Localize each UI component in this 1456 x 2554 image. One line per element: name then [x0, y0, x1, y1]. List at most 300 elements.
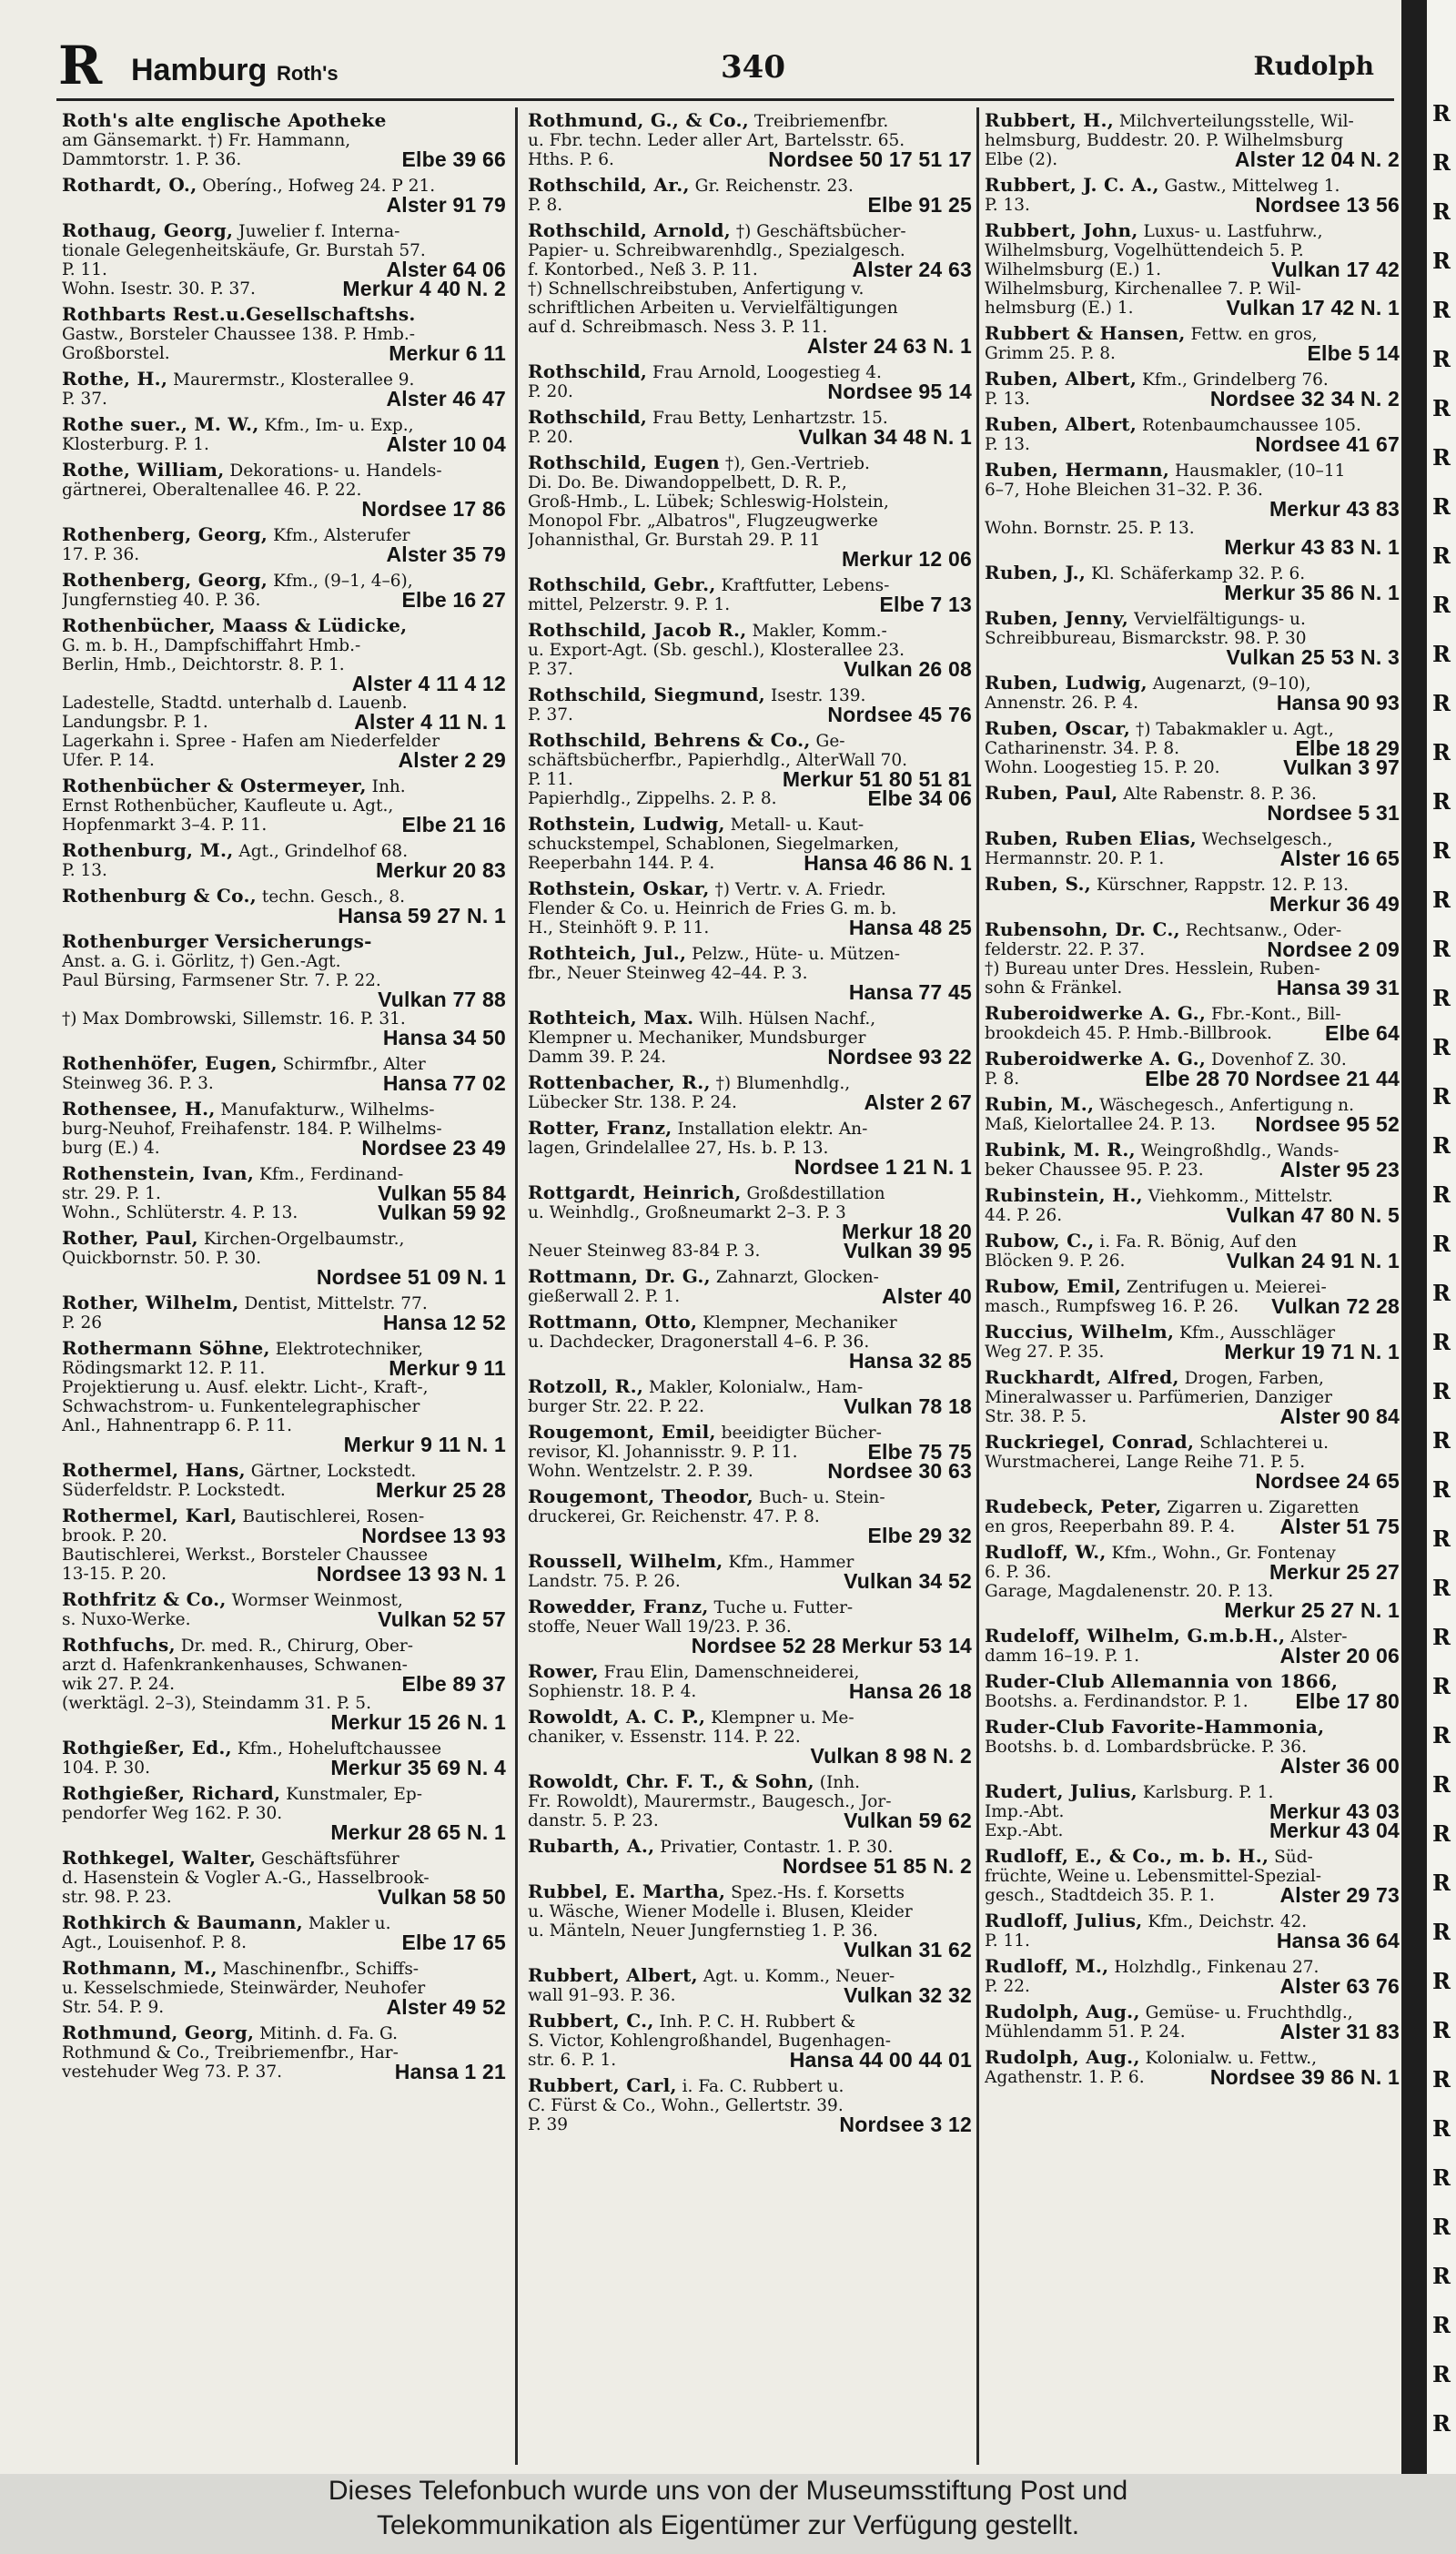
sliver-letter: R	[1432, 2263, 1451, 2289]
phone-number: Vulkan 8 98 N. 2	[810, 1747, 972, 1766]
entry-line	[62, 370, 506, 390]
entry-line	[528, 1242, 972, 1261]
subscriber-name: Rubbert, C.,	[528, 2012, 654, 2032]
directory-entry	[985, 1957, 1400, 2002]
entry-line	[528, 1617, 972, 1637]
directory-entry	[62, 1164, 506, 1229]
subscriber-name: Rower,	[528, 1662, 599, 1682]
entry-line	[528, 1158, 972, 1177]
subscriber-name: Rudloff, Julius,	[985, 1911, 1143, 1931]
entry-text: Landstr. 75. P. 26.	[528, 1572, 681, 1591]
entry-text: Kirchen-Orgelbaumstr.,	[197, 1230, 405, 1249]
entry-line	[62, 1293, 506, 1313]
directory-entry	[528, 621, 972, 685]
phone-number: Alster 31 83	[1279, 2022, 1400, 2042]
entry-text: Wilhelmsburg, Kirchenallee 7. P. Wil-	[985, 279, 1301, 299]
subscriber-name: Rothfuchs,	[62, 1636, 176, 1656]
entry-text: Kfm., Ausschläger	[1174, 1323, 1336, 1343]
entry-line	[985, 1433, 1400, 1453]
subscriber-name: Rothenberg, Georg,	[62, 525, 268, 545]
entry-text: tionale Gelegenheitskäufe, Gr. Burstah 57.	[62, 241, 426, 260]
entry-text: P. 37.	[62, 390, 107, 409]
entry-line	[528, 131, 972, 150]
phone-number: Nordsee 2 09	[1267, 940, 1400, 959]
entry-line	[62, 390, 506, 409]
entry-text: Treibriemenfbr.	[749, 112, 889, 131]
sliver-letter: R	[1432, 149, 1451, 176]
entry-text: Kfm., Hammer	[723, 1553, 854, 1572]
phone-number: Nordsee 17 86	[361, 500, 506, 519]
sliver-letter: R	[1432, 1329, 1451, 1355]
entry-line	[985, 1004, 1400, 1024]
sliver-letter: R	[1432, 985, 1451, 1011]
entry-line	[985, 2022, 1400, 2042]
entry-line	[528, 408, 972, 428]
entry-text: Süderfeldstr. P. Lockstedt.	[62, 1481, 286, 1500]
phone-number: Nordsee 1 21 N. 1	[794, 1158, 972, 1177]
phone-number: Alster 36 00	[1279, 1757, 1400, 1776]
phone-number: Alster 2 67	[864, 1093, 972, 1112]
entry-line	[528, 983, 972, 1002]
entry-text: u. Fbr. techn. Leder aller Art, Bartelsstr. 65.	[528, 131, 905, 150]
entry-line	[985, 1024, 1400, 1043]
sliver-letter: R	[1432, 592, 1451, 618]
entry-text: Privatier, Contastr. 1. P. 30.	[654, 1838, 894, 1857]
entry-text: Monopol Fbr. „Albatros", Flugzeugwerke	[528, 512, 878, 531]
sliver-letter: R	[1432, 1476, 1451, 1503]
entry-text: Mühlendamm 51. P. 24.	[985, 2022, 1186, 2042]
sliver-letter: R	[1432, 887, 1451, 913]
phone-number: Nordsee 51 09 N. 1	[316, 1268, 506, 1287]
entry-line	[62, 1998, 506, 2017]
sliver-letter: R	[1432, 2312, 1451, 2338]
entry-text: Projektierung u. Ausf. elektr. Licht-, Kraft-,	[62, 1378, 429, 1397]
directory-entry	[528, 1423, 972, 1487]
entry-text: Mineralwasser u. Parfümerien, Danziger	[985, 1388, 1332, 1407]
entry-text: beker Chaussee 95. P. 23.	[985, 1160, 1204, 1180]
entry-text: Süd-	[1269, 1848, 1313, 1867]
directory-entry	[985, 2048, 1400, 2093]
entry-line	[62, 1184, 506, 1203]
entry-text: Frau Elin, Damenschneiderei,	[598, 1663, 860, 1682]
phone-number: Hansa 1 21	[394, 2062, 506, 2082]
entry-text: P. 13.	[62, 861, 107, 880]
entry-line	[528, 1267, 972, 1287]
entry-line	[62, 325, 506, 344]
entry-line	[528, 2096, 972, 2115]
entry-text: †) Blumenhdlg.,	[710, 1074, 851, 1093]
subscriber-name: Rothgießer, Richard,	[62, 1784, 281, 1804]
entry-text: Johannisthal, Gr. Burstah 29. P. 11	[528, 531, 821, 550]
directory-entry	[62, 1784, 506, 1849]
entry-text: Großdestillation	[741, 1184, 885, 1203]
entry-text: wall 91–93. P. 36.	[528, 1986, 676, 2005]
entry-text: Wohn., Schlüterstr. 4. P. 13.	[62, 1203, 298, 1222]
subscriber-name: Rothkirch & Baumann,	[62, 1913, 304, 1933]
directory-entry	[985, 176, 1400, 221]
entry-line	[62, 1481, 506, 1500]
entry-text: u. Export-Agt. (Sb. geschl.), Klosterallee 23.	[528, 641, 905, 660]
directory-entry	[62, 221, 506, 305]
entry-line	[985, 694, 1400, 713]
footer-line-1: Dieses Telefonbuch wurde uns von der Museumsstiftung Post und	[328, 2476, 1128, 2506]
subscriber-name: Rothenburg & Co.,	[62, 887, 257, 907]
directory-entry	[985, 875, 1400, 920]
entry-text: Agt., Grindelhof 68.	[233, 842, 409, 861]
entry-line	[985, 1672, 1400, 1692]
directory-entry	[528, 1487, 972, 1552]
subscriber-name: Rubarth, A.,	[528, 1837, 655, 1857]
directory-entry	[985, 1497, 1400, 1543]
entry-line	[62, 1636, 506, 1656]
book-name: Roth's	[277, 62, 339, 85]
phone-number: Merkur 20 83	[375, 861, 506, 880]
entry-line	[528, 944, 972, 964]
phone-number: Vulkan 52 57	[378, 1610, 506, 1629]
entry-line	[985, 1647, 1400, 1666]
phone-number: Alster 90 84	[1279, 1407, 1400, 1426]
subscriber-name: Rottmann, Dr. G.,	[528, 1267, 711, 1287]
subscriber-name: Rothenbücher, Maass & Lüdicke,	[62, 616, 408, 636]
entry-line	[62, 1758, 506, 1778]
entry-text: Agt., Louisenhof. P. 8.	[62, 1933, 248, 1952]
subscriber-name: Rubbert, Carl,	[528, 2076, 677, 2096]
phone-number: Alster 2 29	[398, 751, 506, 770]
entry-line	[528, 595, 972, 614]
entry-line	[62, 796, 506, 816]
sliver-letter: R	[1432, 1968, 1451, 1994]
entry-text: revisor, Kl. Johannisstr. 9. P. 11.	[528, 1443, 798, 1462]
entry-text: P. 13.	[985, 435, 1030, 454]
entry-line	[528, 1811, 972, 1830]
subscriber-name: Rudeloff, Wilhelm, G.m.b.H.,	[985, 1627, 1286, 1647]
subscriber-name: Ruben, Albert,	[985, 370, 1138, 390]
entry-text: schriftlichen Arbeiten u. Vervielfältigungen	[528, 299, 898, 318]
entry-line	[528, 1572, 972, 1591]
entry-text: Ge-	[810, 732, 845, 751]
entry-line	[528, 1423, 972, 1443]
phone-number: Nordsee 39 86 N. 1	[1209, 2068, 1400, 2087]
phone-number: Elbe 17 65	[401, 1933, 506, 1952]
entry-line	[62, 260, 506, 279]
entry-text: schuckstempel, Schablonen, Siegelmarken,	[528, 835, 900, 854]
entry-text: masch., Rumpfsweg 16. P. 26.	[985, 1297, 1239, 1316]
phone-number: Alster 35 79	[386, 545, 506, 564]
entry-line	[62, 481, 506, 500]
entry-line	[985, 1543, 1400, 1563]
sliver-letter: R	[1432, 936, 1451, 962]
subscriber-name: Ruben, Ruben Elias,	[985, 829, 1198, 849]
subscriber-name: Rubow, Emil,	[985, 1277, 1122, 1297]
entry-line	[528, 1203, 972, 1222]
directory-entry	[528, 944, 972, 1008]
entry-line	[62, 2023, 506, 2043]
entry-line	[62, 1029, 506, 1048]
subscriber-name: Rubow, C.,	[985, 1231, 1095, 1252]
directory-entry	[985, 221, 1400, 324]
entry-line	[528, 1093, 972, 1112]
entry-line	[985, 1186, 1400, 1206]
entry-text: Papier- u. Schreibwarenhdlg., Spezialgesch.	[528, 241, 905, 260]
entry-line	[528, 428, 972, 447]
entry-text: Buch- u. Stein-	[753, 1488, 885, 1507]
phone-number: Alster 12 04 N. 2	[1234, 150, 1400, 169]
entry-line	[528, 1526, 972, 1546]
entry-text: Manufakturw., Wilhelms-	[215, 1100, 435, 1120]
directory-entry	[62, 111, 506, 176]
entry-line	[62, 1823, 506, 1842]
entry-text: str. 6. P. 1.	[528, 2051, 617, 2070]
phone-number: Elbe 29 32	[867, 1526, 972, 1546]
subscriber-name: Rubbert, Albert,	[528, 1966, 698, 1986]
entry-line	[62, 1804, 506, 1823]
phone-number: Vulkan 34 52	[844, 1572, 972, 1591]
entry-line	[985, 1931, 1400, 1951]
entry-text: Schirmfbr., Alter	[277, 1055, 426, 1074]
directory-entry	[62, 1959, 506, 2023]
entry-line	[528, 1377, 972, 1397]
entry-line	[528, 299, 972, 318]
directory-entry	[985, 1140, 1400, 1186]
subscriber-name: Ruben, S.,	[985, 875, 1091, 895]
entry-line	[985, 1563, 1400, 1582]
phone-number: Vulkan 24 91 N. 1	[1226, 1252, 1400, 1271]
entry-text: Kfm., Hoheluftchaussee	[231, 1739, 442, 1758]
phone-number: Merkur 25 27	[1269, 1563, 1400, 1582]
phone-number: Nordsee 13 93	[361, 1526, 506, 1546]
entry-text: Maurermstr., Klosterallee 9.	[167, 370, 415, 390]
phone-number: Hansa 32 85	[848, 1352, 972, 1371]
entry-line	[62, 1933, 506, 1952]
entry-line	[528, 1728, 972, 1747]
subscriber-name: Rothenburger Versicherungs-	[62, 932, 372, 952]
directory-entry	[528, 1772, 972, 1837]
entry-text: (Inh.	[814, 1773, 861, 1792]
phone-number: Merkur 43 83	[1269, 500, 1400, 519]
entry-line	[985, 674, 1400, 694]
directory-entry	[62, 176, 506, 221]
entry-text: Landungsbr. P. 1.	[62, 713, 208, 732]
entry-line	[985, 739, 1400, 758]
entry-line	[62, 1339, 506, 1359]
entry-line	[528, 964, 972, 983]
subscriber-name: Rothenberg, Georg,	[62, 571, 268, 591]
directory-entry	[62, 1636, 506, 1738]
sliver-letter: R	[1432, 248, 1451, 274]
entry-text: Spez.-Hs. f. Korsetts	[725, 1883, 905, 1902]
entry-text: f. Kontorbed., Neß 3. P. 11.	[528, 260, 758, 279]
entry-text: G. m. b. H., Dampfschiffahrt Hmb.-	[62, 636, 361, 655]
subscriber-name: Rothschild, Siegmund,	[528, 685, 766, 705]
sliver-letter: R	[1432, 2017, 1451, 2043]
entry-line	[62, 1546, 506, 1565]
phone-number: Elbe 64	[1325, 1024, 1400, 1043]
entry-text: Wohn. Loogestieg 15. P. 20.	[985, 758, 1220, 777]
phone-number: Merkur 43 04	[1269, 1821, 1400, 1840]
entry-line	[62, 1713, 506, 1732]
subscriber-name: Rubinstein, H.,	[985, 1186, 1143, 1206]
phone-number: Alster 4 11 4 12	[351, 674, 506, 694]
entry-line	[62, 907, 506, 926]
sliver-letter: R	[1432, 2214, 1451, 2240]
phone-number: Nordsee 41 67	[1255, 435, 1400, 454]
entry-text: helmsburg, Buddestr. 20. P. Wilhelmsburg	[985, 131, 1344, 150]
phone-number: Alster 95 23	[1279, 1160, 1400, 1180]
entry-line	[62, 636, 506, 655]
phone-number: Alster 91 79	[386, 196, 506, 215]
entry-text: Wurstmacherei, Lange Reihe 71. P. 5.	[985, 1453, 1306, 1472]
entry-line	[62, 131, 506, 150]
entry-text: Gastw., Mittelweg 1.	[1158, 177, 1340, 196]
entry-text: Hths. P. 6.	[528, 150, 614, 169]
entry-line	[62, 1074, 506, 1093]
subscriber-name: Rothgießer, Ed.,	[62, 1738, 232, 1758]
entry-line	[62, 674, 506, 694]
directory-entry	[985, 111, 1400, 176]
phone-number: Alster 4 11 N. 1	[354, 713, 506, 732]
phone-number: Vulkan 58 50	[378, 1888, 506, 1907]
subscriber-name: Rubbel, E. Martha,	[528, 1882, 726, 1902]
entry-text: Zentrifugen u. Meierei-	[1121, 1278, 1327, 1297]
entry-text: Schreibbureau, Bismarckstr. 98. P. 30	[985, 629, 1307, 648]
directory-entry	[62, 415, 506, 461]
entry-line	[62, 1397, 506, 1416]
sliver-letter: R	[1432, 788, 1451, 815]
entry-line	[62, 1100, 506, 1120]
subscriber-name: Rothschild, Ar.,	[528, 176, 690, 196]
entry-text: †) Vertr. v. A. Friedr.	[709, 880, 886, 899]
entry-line	[528, 575, 972, 595]
entry-text: chaniker, v. Essenstr. 114. P. 22.	[528, 1728, 801, 1747]
phone-number: Nordsee 45 76	[827, 705, 972, 725]
sliver-letter: R	[1432, 2164, 1451, 2191]
phone-number: Nordsee 50 17 51 17	[768, 150, 972, 169]
entry-line	[985, 415, 1400, 435]
phone-number: Vulkan 17 42 N. 1	[1226, 299, 1400, 318]
entry-line	[62, 1959, 506, 1979]
entry-line	[62, 1378, 506, 1397]
directory-entry	[62, 305, 506, 370]
entry-line	[62, 1164, 506, 1184]
subscriber-name: Ruckriegel, Conrad,	[985, 1433, 1195, 1453]
entry-text: früchte, Weine u. Lebensmittel-Spezial-	[985, 1867, 1322, 1886]
directory-entry	[985, 1782, 1400, 1847]
entry-text: Makler, Komm.-	[746, 622, 887, 641]
entry-text: i. Fa. R. Bönig, Auf den	[1094, 1232, 1297, 1252]
entry-text: felderstr. 22. P. 37.	[985, 940, 1146, 959]
entry-text: Großborstel.	[62, 344, 170, 363]
phone-number: Alster 10 04	[386, 435, 506, 454]
entry-text: P. 11.	[985, 1931, 1030, 1951]
entry-line	[528, 918, 972, 937]
entry-text: Holzhdlg., Finkenau 27.	[1108, 1958, 1320, 1977]
entry-text: s. Nuxo-Werke.	[62, 1610, 191, 1629]
entry-line	[985, 1497, 1400, 1517]
entry-line	[985, 324, 1400, 344]
subscriber-name: Rothe, H.,	[62, 370, 168, 390]
entry-text: Kfm., Ferdinand-	[254, 1165, 404, 1184]
entry-text: Oberíng., Hofweg 24. P 21.	[197, 177, 436, 196]
entry-line	[528, 531, 972, 550]
entry-line	[62, 1590, 506, 1610]
entry-line	[985, 1140, 1400, 1160]
phone-number: Merkur 19 71 N. 1	[1224, 1343, 1400, 1362]
entry-line	[528, 731, 972, 751]
phone-number: Nordsee 32 34 N. 2	[1209, 390, 1400, 409]
entry-line	[985, 1738, 1400, 1757]
page-number: 340	[721, 49, 785, 86]
phone-number: Alster 49 52	[386, 1998, 506, 2017]
entry-line	[985, 563, 1400, 583]
subscriber-name: Rothteich, Max.	[528, 1008, 694, 1029]
entry-text: S. Victor, Kohlengroßhandel, Bugenhagen-	[528, 2032, 892, 2051]
entry-text: Anl., Hahnentrapp 6. P. 11.	[62, 1416, 292, 1435]
sliver-letter: R	[1432, 1132, 1451, 1159]
entry-text: Schlachterei u.	[1194, 1434, 1330, 1453]
entry-line	[62, 776, 506, 796]
subscriber-name: Rothe, William,	[62, 461, 225, 481]
entry-text: Frau Arnold, Loogestieg 4.	[647, 363, 882, 382]
directory-entry	[528, 575, 972, 621]
entry-text: Rödingsmarkt 12. P. 11.	[62, 1359, 266, 1378]
entry-text: Gastw., Borsteler Chaussee 138. P. Hmb.-	[62, 325, 416, 344]
phone-number: Vulkan 59 62	[844, 1811, 972, 1830]
entry-line	[985, 299, 1400, 318]
subscriber-name: Rubin, M.,	[985, 1095, 1095, 1115]
entry-text: 104. P. 30.	[62, 1758, 150, 1778]
entry-text: Elektrotechniker,	[269, 1340, 424, 1359]
entry-line	[62, 732, 506, 751]
entry-line	[528, 176, 972, 196]
entry-text: vestehuder Weg 73. P. 37.	[62, 2062, 282, 2082]
entry-text: Dammtorstr. 1. P. 36.	[62, 150, 242, 169]
directory-entry	[985, 461, 1400, 563]
entry-line	[985, 895, 1400, 914]
entry-line	[62, 713, 506, 732]
entry-line	[985, 519, 1400, 538]
entry-text: Gärtner, Lockstedt.	[245, 1462, 417, 1481]
directory-entry	[62, 1738, 506, 1784]
phone-number: Alster 20 06	[1279, 1647, 1400, 1666]
phone-number: Hansa 77 02	[382, 1074, 506, 1093]
entry-line	[985, 221, 1400, 241]
phone-number: Vulkan 34 48 N. 1	[798, 428, 972, 447]
entry-text: Bautischlerei, Rosen-	[237, 1507, 425, 1526]
entry-line	[528, 1857, 972, 1876]
phone-number: Elbe 89 37	[401, 1675, 506, 1694]
entry-line	[985, 1867, 1400, 1886]
entry-text: schäftsbücherfbr., Papierhdlg., AlterWall 70.	[528, 751, 907, 770]
entry-text: Lübecker Str. 138. P. 24.	[528, 1093, 737, 1112]
entry-text: u. Wäsche, Wiener Modelle i. Blusen, Kleider	[528, 1902, 913, 1921]
entry-line	[528, 1747, 972, 1766]
subscriber-name: Ruben, Paul,	[985, 784, 1118, 804]
directory-entry	[528, 731, 972, 815]
entry-text: Bootshs. a. Ferdinandstor. P. 1.	[985, 1692, 1249, 1711]
column-3	[985, 111, 1400, 2468]
entry-text: Papierhdlg., Zippelhs. 2. P. 8.	[528, 789, 777, 808]
entry-line	[62, 1461, 506, 1481]
entry-line	[985, 978, 1400, 998]
directory-entry	[528, 1008, 972, 1073]
entry-line	[985, 260, 1400, 279]
entry-line	[985, 959, 1400, 978]
entry-line	[528, 1352, 972, 1371]
entry-text: auf d. Schreibmasch. Ness 3. P. 11.	[528, 318, 828, 337]
entry-text: Str. 54. P. 9.	[62, 1998, 165, 2017]
sliver-letter: R	[1432, 2066, 1451, 2093]
entry-text: P. 37.	[528, 705, 573, 725]
